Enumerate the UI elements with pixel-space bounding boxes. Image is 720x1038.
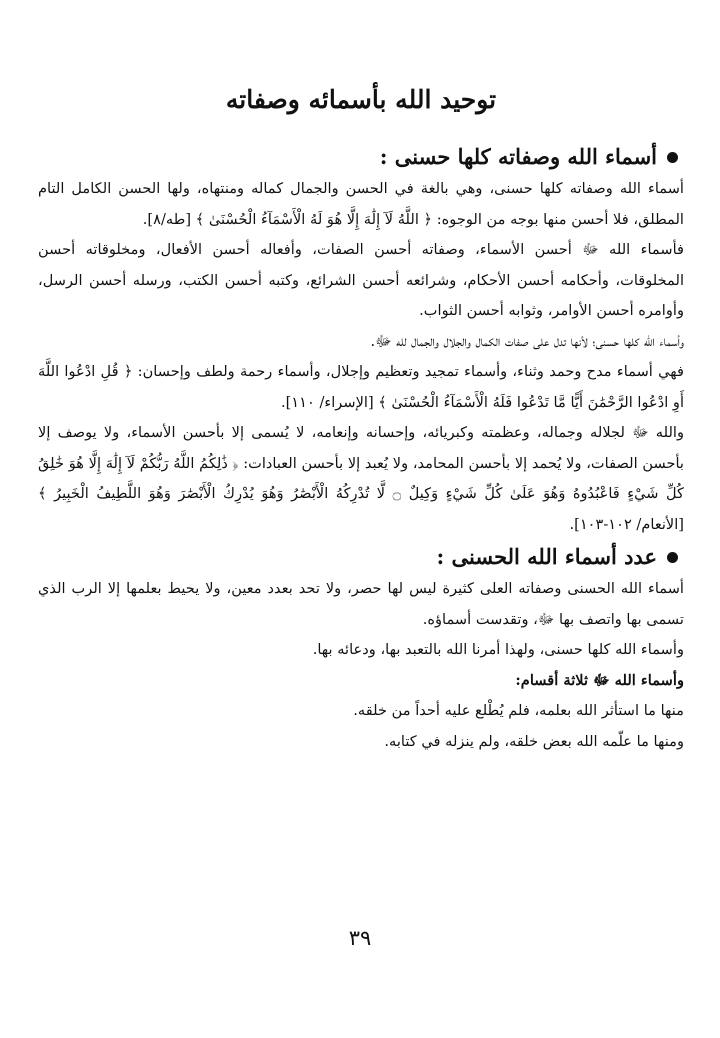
section-heading-text: عدد أسماء الله الحسنى : <box>436 544 657 569</box>
section-count-of-names <box>38 540 684 757</box>
paragraph: منها ما استأثر الله بعلمه، فلم يُطْلع عليه أحداً من خلقه. <box>353 702 684 719</box>
paragraph: أسماء الله الحسنى وصفاته العلى كثيرة ليس لها حصر، ولا تحد بعدد معين، ولا يحيط بعلمها إلا الرب الذي تسمى بها واتصف بها ﷻ، وتقدست أسماؤه. <box>38 580 684 628</box>
paragraph: ومنها ما علّمه الله بعض خلقه، ولم ينزله في كتابه. <box>384 732 684 750</box>
paragraph: وأسماء الله كلها حسنى؛ لأنها تدل على صفات الكمال والجلال والجمال لله ﷻ. <box>370 332 684 350</box>
paragraph: والله ﷻ لجلاله وجماله، وعظمته وكبريائه، وإحسانه وإنعامه، لا يُسمى إلا بأحسن الأسماء، ولا يوصف إلا بأحسن الصفات، ولا يُحمد إلا بأحسن المحامد، ولا يُعبد إلا بأحسن العبادات: ﴿ ذَٰلِكُمُ اللَّهُ رَبُّكُمْ لَآ إِلَٰهَ إِلَّا هُوَ خَٰلِقُ كُلِّ شَيْءٍ فَاعْبُدُوهُ وَهُوَ عَلَىٰ كُلِّ شَيْءٍ وَكِيلٌ ۝ لَّا تُدْرِكُهُ الْأَبْصَٰرُ وَهُوَ يُدْرِكُ الْأَبْصَٰرَ وَهُوَ اللَّطِيفُ الْخَبِيرُ ﴾ [الأنعام/ ١٠٢-١٠٣]. <box>38 424 685 533</box>
paragraph: فهي أسماء مدح وحمد وثناء، وأسماء تمجيد وتعظيم وإجلال، وأسماء رحمة ولطف وإحسان: ﴿ قُلِ ادْعُوا اللَّهَ أَوِ ادْعُوا الرَّحْمَٰنَ أَيًّا مَّا تَدْعُوا فَلَهُ الْأَسْمَآءُ الْحُسْنَىٰ ﴾ [الإسراء/ ١١٠]. <box>38 363 684 411</box>
paragraph: وأسماء الله كلها حسنى، ولهذا أمرنا الله بالتعبد بها، ودعائه بها. <box>312 641 684 658</box>
section-heading <box>38 540 684 574</box>
page-number: ٣٩ <box>348 926 372 950</box>
section-heading-text: أسماء الله وصفاته كلها حسنى : <box>379 144 657 169</box>
section-beautiful-names <box>38 140 684 540</box>
page-title: توحيد الله بأسمائه وصفاته <box>225 85 497 114</box>
subheading: وأسماء الله ﷻ ثلاثة أقسام: <box>515 671 684 689</box>
paragraph: أسماء الله وصفاته كلها حسنى، وهي بالغة في الحسن والجمال كماله ومنتهاه، ولها الحسن الكامل التام المطلق، فلا أحسن منها بوجه من الوجوه: ﴿ اللَّهُ لَآ إِلَٰهَ إِلَّا هُوَ لَهُ الْأَسْمَآءُ الْحُسْنَىٰ ﴾ [طه/٨]. <box>38 180 684 228</box>
bullet-icon <box>667 552 678 563</box>
paragraph: فأسماء الله ﷻ أحسن الأسماء، وصفاته أحسن الصفات، وأفعاله أحسن الأفعال، ومخلوقاته أحسن المخلوقات، وأحكامه أحسن الأحكام، وشرائعه أحسن الشرائع، وكتبه أحسن الكتب، ورسله أحسن الرسل، وأوامره أحسن الأوامر، وثوابه أحسن الثواب. <box>38 241 684 319</box>
bullet-icon <box>667 152 678 163</box>
section-heading <box>38 140 684 174</box>
